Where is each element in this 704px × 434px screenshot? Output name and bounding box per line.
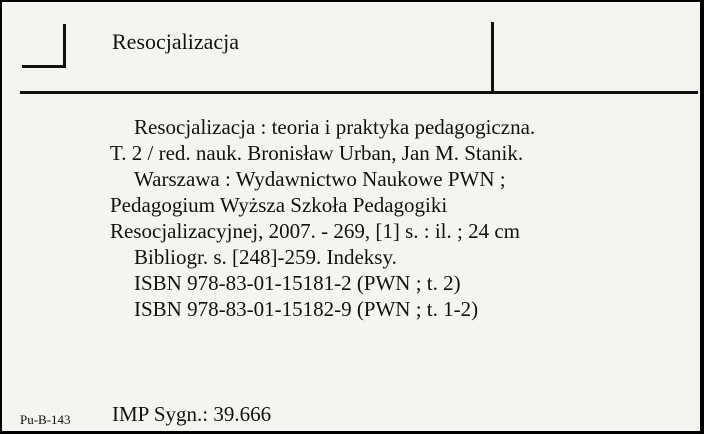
card-code: Pu-B-143: [20, 412, 71, 427]
card-heading: Resocjalizacja: [112, 29, 240, 54]
heading-vertical-rule: [491, 22, 494, 94]
catalog-card: [2, 2, 700, 431]
isbn-line-1: ISBN 978-83-01-15181-2 (PWN ; t. 2): [134, 271, 461, 295]
publisher-continuation-line: Pedagogium Wyższa Szkoła Pedagogiki: [110, 193, 448, 217]
physical-description-line: Resocjalizacyjnej, 2007. - 269, [1] s. : il. ; 24 cm: [110, 219, 520, 243]
publisher-line: Warszawa : Wydawnictwo Naukowe PWN ;: [134, 167, 506, 191]
responsibility-line: T. 2 / red. nauk. Bronisław Urban, Jan M. Stanik.: [110, 141, 524, 165]
title-line: Resocjalizacja : teoria i praktyka pedagogiczna.: [134, 115, 536, 139]
shelfmark: IMP Sygn.: 39.666: [112, 402, 272, 426]
isbn-line-2: ISBN 978-83-01-15182-9 (PWN ; t. 1-2): [134, 297, 479, 321]
heading-horizontal-rule: [20, 91, 698, 94]
bibliography-note-line: Bibliogr. s. [248]-259. Indeksy.: [134, 245, 397, 269]
corner-bracket-mark: [22, 24, 66, 68]
